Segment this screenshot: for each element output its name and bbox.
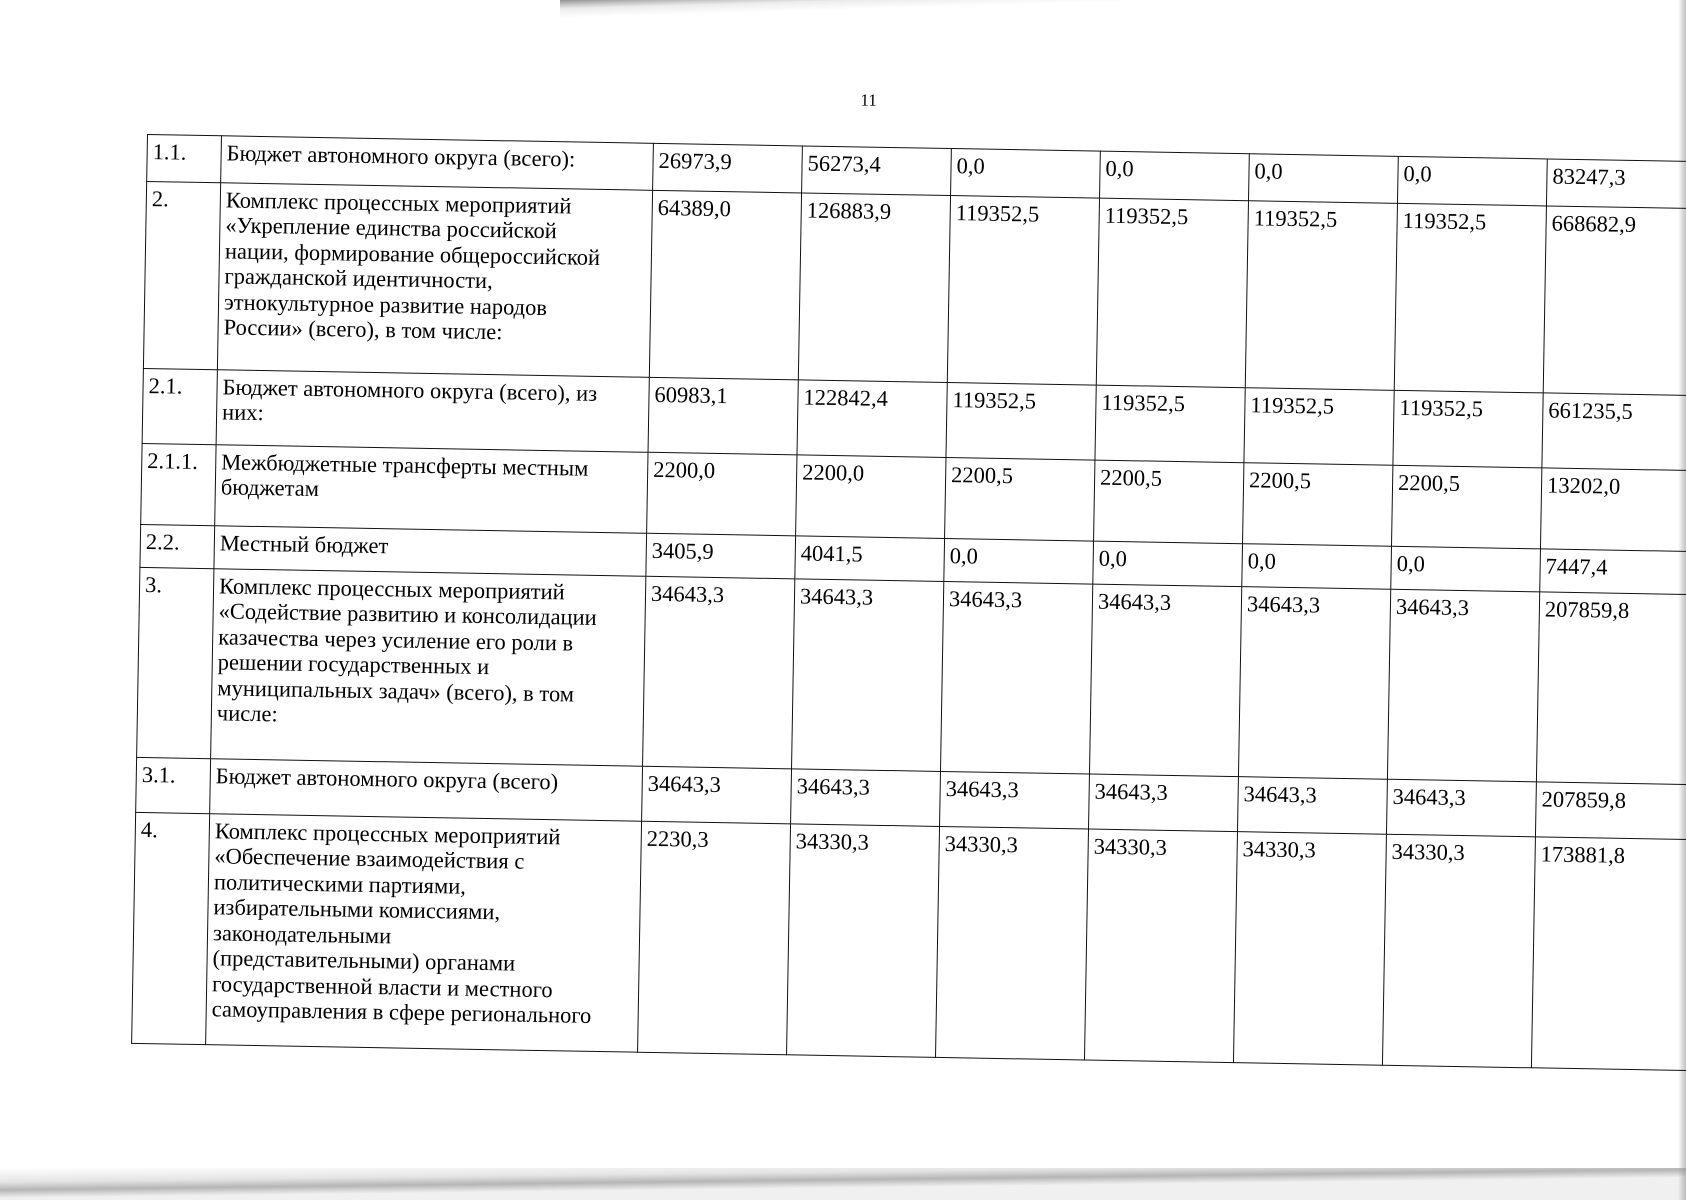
- year-value-cell: 34643,3: [1387, 589, 1539, 782]
- budget-table: [131, 134, 1686, 1072]
- row-number: 3.: [137, 567, 214, 758]
- year-value-cell: 2200,0: [796, 455, 946, 539]
- total-value-cell: 207859,8: [1536, 592, 1686, 785]
- year-value-cell: 119352,5: [947, 196, 1099, 386]
- year-value-cell: 34643,3: [1089, 774, 1239, 832]
- year-value-cell: 64389,0: [649, 190, 801, 380]
- year-value-cell: 2200,5: [1243, 463, 1393, 547]
- row-description: Бюджет автономного округа (всего): [210, 759, 643, 822]
- year-value-cell: 119352,5: [1096, 198, 1248, 388]
- year-value-cell: 119352,5: [1095, 385, 1245, 463]
- year-value-cell: 0,0: [1397, 156, 1547, 206]
- year-value-cell: 0,0: [1100, 151, 1250, 201]
- year-value-cell: 34330,3: [936, 826, 1089, 1060]
- scan-edge-top: [560, 0, 1686, 22]
- total-value-cell: 661235,5: [1542, 393, 1686, 471]
- row-description: Межбюджетные трансферты местным бюджетам: [215, 445, 648, 534]
- year-value-cell: 34330,3: [1233, 832, 1386, 1066]
- row-number: 2.2.: [140, 524, 215, 568]
- row-description: Комплекс процессных мероприятий «Содействие развитию и консолидации казачества через усиление его роли в решении государственных и муниципальных задач» (всего), в том числе:: [211, 569, 646, 767]
- year-value-cell: 119352,5: [946, 383, 1096, 461]
- row-description: Бюджет автономного округа (всего), из них:: [216, 370, 649, 453]
- table-row: [143, 182, 1686, 397]
- row-description: Местный бюджет: [214, 526, 647, 577]
- year-value-cell: 26973,9: [653, 143, 803, 193]
- year-value-cell: 122842,4: [797, 380, 947, 458]
- scan-edge-bottom: [0, 1168, 1686, 1200]
- row-description: Бюджет автономного округа (всего):: [221, 136, 654, 191]
- year-value-cell: 34643,3: [940, 581, 1092, 774]
- row-number: 1.1.: [147, 135, 222, 183]
- year-value-cell: 4041,5: [795, 536, 945, 582]
- table-row: [137, 567, 1686, 785]
- year-value-cell: 0,0: [1249, 154, 1399, 204]
- year-value-cell: 119352,5: [1394, 203, 1546, 393]
- table-row: [132, 812, 1686, 1071]
- year-value-cell: 0,0: [1391, 546, 1541, 592]
- year-value-cell: 34330,3: [787, 824, 940, 1058]
- year-value-cell: 2200,5: [1094, 460, 1244, 544]
- year-value-cell: 56273,4: [802, 146, 952, 196]
- year-value-cell: 34643,3: [1089, 584, 1241, 777]
- year-value-cell: 34643,3: [643, 576, 795, 769]
- year-value-cell: 34330,3: [1382, 834, 1535, 1068]
- row-number: 4.: [132, 812, 210, 1044]
- year-value-cell: 0,0: [1093, 541, 1243, 587]
- total-value-cell: 7447,4: [1540, 549, 1686, 595]
- total-value-cell: 83247,3: [1546, 159, 1686, 209]
- row-number: 2.1.: [142, 368, 217, 444]
- year-value-cell: 3405,9: [646, 533, 796, 579]
- total-value-cell: 668682,9: [1543, 206, 1686, 396]
- row-number: 3.1.: [136, 757, 211, 813]
- year-value-cell: 34330,3: [1084, 829, 1237, 1063]
- page-number: 11: [860, 90, 878, 110]
- year-value-cell: 60983,1: [648, 377, 798, 455]
- document-sheet: [131, 90, 1642, 1072]
- year-value-cell: 2200,0: [647, 452, 797, 536]
- year-value-cell: 0,0: [951, 149, 1101, 199]
- year-value-cell: 0,0: [944, 538, 1094, 584]
- total-value-cell: 173881,8: [1531, 837, 1686, 1071]
- row-description: Комплекс процессных мероприятий «Укрепление единства российской нации, формирование общероссийской гражданской идентичности, этнокультурное развитие народов России» (всего), в том числе:: [217, 183, 652, 378]
- year-value-cell: 119352,5: [1393, 390, 1543, 468]
- year-value-cell: 119352,5: [1245, 201, 1397, 391]
- year-value-cell: 2200,5: [945, 457, 1095, 541]
- year-value-cell: 119352,5: [1244, 388, 1394, 466]
- year-value-cell: 2200,5: [1391, 465, 1541, 549]
- row-number: 2.1.1.: [141, 443, 216, 525]
- row-description: Комплекс процессных мероприятий «Обеспечение взаимодействия с политическими партиями, избирательными комиссиями, законодательными (представительными) органами государственной власти и местного самоуправления в сфере регионального: [206, 814, 642, 1053]
- year-value-cell: 126883,9: [798, 193, 950, 383]
- year-value-cell: 34643,3: [1386, 779, 1536, 837]
- year-value-cell: 34643,3: [1237, 777, 1387, 835]
- year-value-cell: 34643,3: [791, 769, 941, 827]
- year-value-cell: 34643,3: [940, 771, 1090, 829]
- year-value-cell: 34643,3: [1238, 587, 1390, 780]
- year-value-cell: 0,0: [1242, 544, 1392, 590]
- year-value-cell: 34643,3: [792, 579, 944, 772]
- row-number: 2.: [143, 182, 220, 370]
- year-value-cell: 34643,3: [642, 766, 792, 824]
- total-value-cell: 13202,0: [1540, 468, 1686, 552]
- total-value-cell: 207859,8: [1535, 782, 1686, 840]
- year-value-cell: 2230,3: [638, 821, 791, 1055]
